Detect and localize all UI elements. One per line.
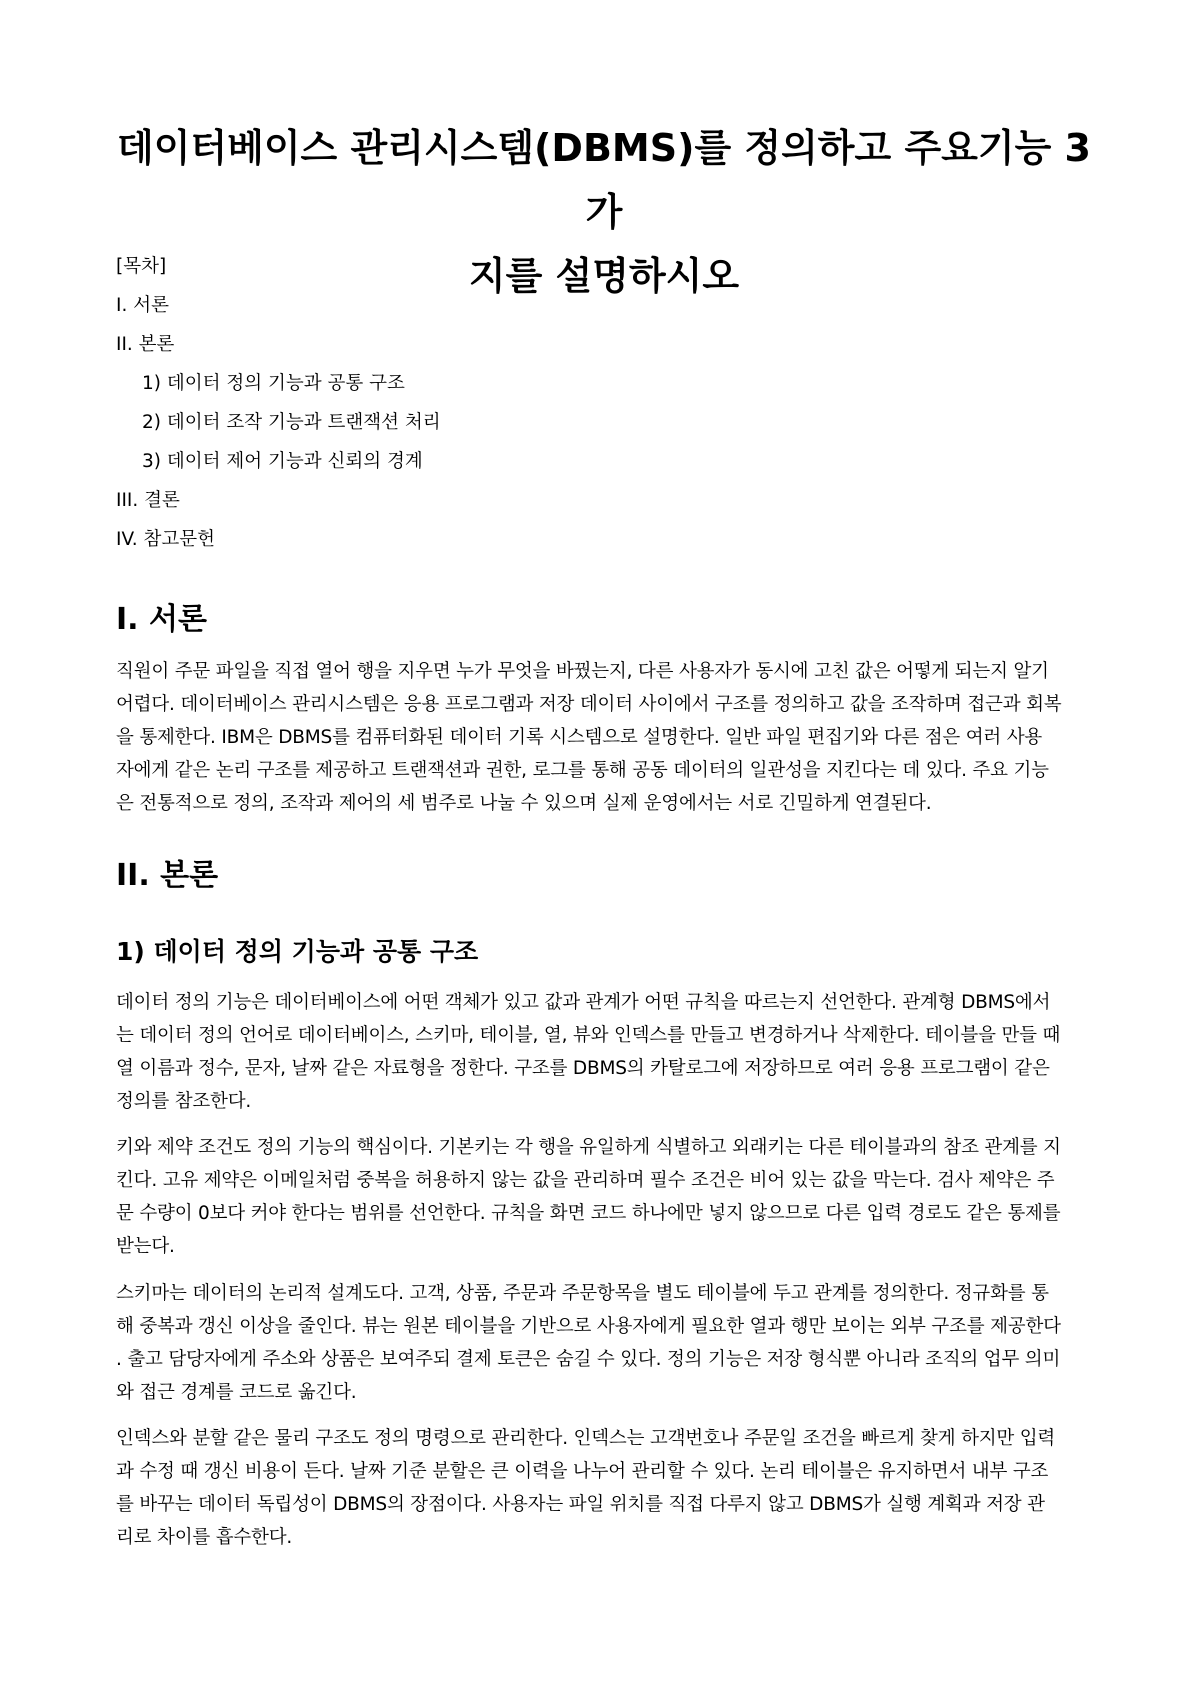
subsection-heading-1: 1) 데이터 정의 기능과 공통 구조: [116, 937, 479, 966]
paragraph-line: . 출고 담당자에게 주소와 상품은 보여주되 결제 토큰은 숨길 수 있다. 정의 기능은 저장 형식뿐 아니라 조직의 업무 의미: [116, 1349, 1061, 1370]
title-line-2: 지를 설명하시오: [468, 254, 740, 298]
paragraph-line: 열 이름과 정수, 문자, 날짜 같은 자료형을 정한다. 구조를 DBMS의 카탈로그에 저장하므로 여러 응용 프로그램이 같은: [116, 1058, 1050, 1079]
title-line-1: 데이터베이스 관리시스템(DBMS)를 정의하고 주요기능 3가: [117, 126, 1091, 234]
paragraph-line: 데이터 정의 기능은 데이터베이스에 어떤 객체가 있고 값과 관계가 어떤 규칙을 따르는지 선언한다. 관계형 DBMS에서: [116, 992, 1051, 1013]
paragraph-index-partition: [116, 1422, 1092, 1554]
toc-heading: [목차]: [116, 256, 167, 277]
toc-item-intro: I. 서론: [116, 295, 169, 316]
paragraph-line: 과 수정 때 갱신 비용이 든다. 날짜 기준 분할은 큰 이력을 나누어 관리할 수 있다. 논리 테이블은 유지하면서 내부 구조: [116, 1461, 1049, 1482]
paragraph-line: 는 데이터 정의 언어로 데이터베이스, 스키마, 테이블, 열, 뷰와 인덱스를 만들고 변경하거나 삭제한다. 테이블을 만들 때: [116, 1025, 1061, 1046]
paragraph-keys-constraints: [116, 1131, 1092, 1263]
paragraph-intro: [116, 655, 1092, 820]
paragraph-line: 은 전통적으로 정의, 조작과 제어의 세 범주로 나눌 수 있으며 실제 운영에서는 서로 긴밀하게 연결된다.: [116, 793, 932, 814]
paragraph-line: 정의를 참조한다.: [116, 1091, 252, 1112]
paragraph-line: 받는다.: [116, 1236, 175, 1257]
toc-item-body-2: 2) 데이터 조작 기능과 트랜잭션 처리: [142, 412, 441, 433]
section-heading-intro: I. 서론: [116, 602, 207, 637]
paragraph-line: 스키마는 데이터의 논리적 설계도다. 고객, 상품, 주문과 주문항목을 별도 테이블에 두고 관계를 정의한다. 정규화를 통: [116, 1283, 1049, 1304]
paragraph-schema: [116, 1277, 1092, 1409]
paragraph-line: 인덱스와 분할 같은 물리 구조도 정의 명령으로 관리한다. 인덱스는 고객번호나 주문일 조건을 빠르게 찾게 하지만 입력: [116, 1428, 1056, 1449]
paragraph-line: 킨다. 고유 제약은 이메일처럼 중복을 허용하지 않는 값을 관리하며 필수 조건은 비어 있는 값을 막는다. 검사 제약은 주: [116, 1170, 1055, 1191]
paragraph-definition: [116, 986, 1092, 1118]
paragraph-line: 해 중복과 갱신 이상을 줄인다. 뷰는 원본 테이블을 기반으로 사용자에게 필요한 열과 행만 보이는 외부 구조를 제공한다: [116, 1316, 1061, 1337]
table-of-contents: [116, 252, 1092, 564]
paragraph-line: 문 수량이 0보다 커야 한다는 범위를 선언한다. 규칙을 화면 코드 하나에만 넣지 않으므로 다른 입력 경로도 같은 통제를: [116, 1203, 1061, 1224]
paragraph-line: 을 통제한다. IBM은 DBMS를 컴퓨터화된 데이터 기록 시스템으로 설명한다. 일반 파일 편집기와 다른 점은 여러 사용: [116, 727, 1043, 748]
paragraph-line: 리로 차이를 흡수한다.: [116, 1527, 293, 1548]
paragraph-line: 직원이 주문 파일을 직접 열어 행을 지우면 누가 무엇을 바꿨는지, 다른 사용자가 동시에 고친 값은 어떻게 되는지 알기: [116, 661, 1049, 682]
paragraph-line: 키와 제약 조건도 정의 기능의 핵심이다. 기본키는 각 행을 유일하게 식별하고 외래키는 다른 테이블과의 참조 관계를 지: [116, 1137, 1061, 1158]
paragraph-line: 자에게 같은 논리 구조를 제공하고 트랜잭션과 권한, 로그를 통해 공동 데이터의 일관성을 지킨다는 데 있다. 주요 기능: [116, 760, 1049, 781]
toc-item-body-1: 1) 데이터 정의 기능과 공통 구조: [142, 373, 405, 394]
paragraph-line: 를 바꾸는 데이터 독립성이 DBMS의 장점이다. 사용자는 파일 위치를 직접 다루지 않고 DBMS가 실행 계획과 저장 관: [116, 1494, 1045, 1515]
toc-item-body: II. 본론: [116, 334, 175, 355]
paragraph-line: 와 접근 경계를 코드로 옮긴다.: [116, 1382, 357, 1403]
paragraph-line: 어렵다. 데이터베이스 관리시스템은 응용 프로그램과 저장 데이터 사이에서 구조를 정의하고 값을 조작하며 접근과 회복: [116, 694, 1062, 715]
toc-item-conclusion: III. 결론: [116, 490, 180, 511]
section-heading-body: II. 본론: [116, 858, 219, 893]
toc-item-references: IV. 참고문헌: [116, 529, 215, 550]
toc-item-body-3: 3) 데이터 제어 기능과 신뢰의 경계: [142, 451, 423, 472]
